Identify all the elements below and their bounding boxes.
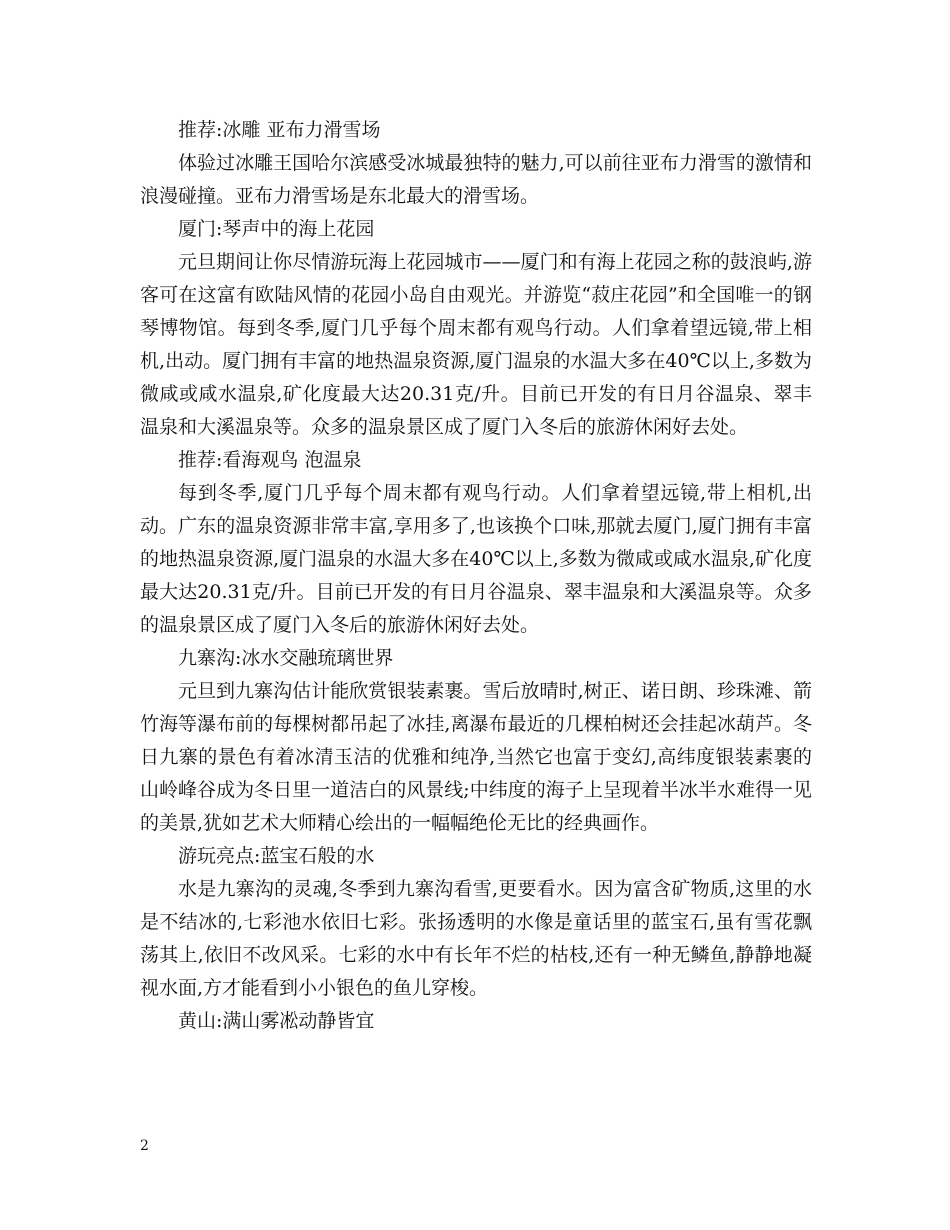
section-heading: 推荐:冰雕 亚布力滑雪场	[178, 119, 381, 141]
page-number: 2	[140, 1138, 149, 1154]
section-heading: 黄山:满山雾凇动静皆宜	[178, 1010, 375, 1032]
paragraph: 水是九寨沟的灵魂,冬季到九寨沟看雪,更要看水。因为富含矿物质,这里的水是不结冰的,七彩池水依旧七彩。张扬透明的水像是童话里的蓝宝石,虽有雪花飘荡其上,依旧不改风采。七彩的水中有长年不烂的枯枝,还有一种无鳞鱼,静静地凝视水面,方才能看到小小银色的鱼儿穿梭。	[140, 878, 812, 999]
paragraph: 元旦到九寨沟估计能欣赏银装素裹。雪后放晴时,树正、诺日朗、珍珠滩、箭竹海等瀑布前的每棵树都吊起了冰挂,离瀑布最近的几棵柏树还会挂起冰葫芦。冬日九寨的景色有着冰清玉洁的优雅和纯净,当然它也富于变幻,高纬度银装素裹的山岭峰谷成为冬日里一道洁白的风景线;中纬度的海子上呈现着半冰半水难得一见的美景,犹如艺术大师精心绘出的一幅幅绝伦无比的经典画作。	[140, 680, 812, 834]
paragraph: 体验过冰雕王国哈尔滨感受冰城最独特的魅力,可以前往亚布力滑雪的激情和浪漫碰撞。亚布力滑雪场是东北最大的滑雪场。	[140, 152, 812, 207]
section-heading: 九寨沟:冰水交融琉璃世界	[178, 647, 394, 669]
section-heading: 厦门:琴声中的海上花园	[178, 218, 375, 240]
document-body	[140, 114, 812, 1038]
section-heading: 推荐:看海观鸟 泡温泉	[178, 449, 362, 471]
paragraph: 元旦期间让你尽情游玩海上花园城市——厦门和有海上花园之称的鼓浪屿,游客可在这富有欧陆风情的花园小岛自由观光。并游览“菽庄花园”和全国唯一的钢琴博物馆。每到冬季,厦门几乎每个周末都有观鸟行动。人们拿着望远镜,带上相机,出动。厦门拥有丰富的地热温泉资源,厦门温泉的水温大多在40℃以上,多数为微咸或咸水温泉,矿化度最大达20.31克/升。目前已开发的有日月谷温泉、翠丰温泉和大溪温泉等。众多的温泉景区成了厦门入冬后的旅游休闲好去处。	[140, 251, 812, 438]
paragraph: 每到冬季,厦门几乎每个周末都有观鸟行动。人们拿着望远镜,带上相机,出动。广东的温泉资源非常丰富,享用多了,也该换个口味,那就去厦门,厦门拥有丰富的地热温泉资源,厦门温泉的水温大多在40℃以上,多数为微咸或咸水温泉,矿化度最大达20.31克/升。目前已开发的有日月谷温泉、翠丰温泉和大溪温泉等。众多的温泉景区成了厦门入冬后的旅游休闲好去处。	[140, 482, 812, 636]
section-heading: 游玩亮点:蓝宝石般的水	[178, 845, 375, 867]
